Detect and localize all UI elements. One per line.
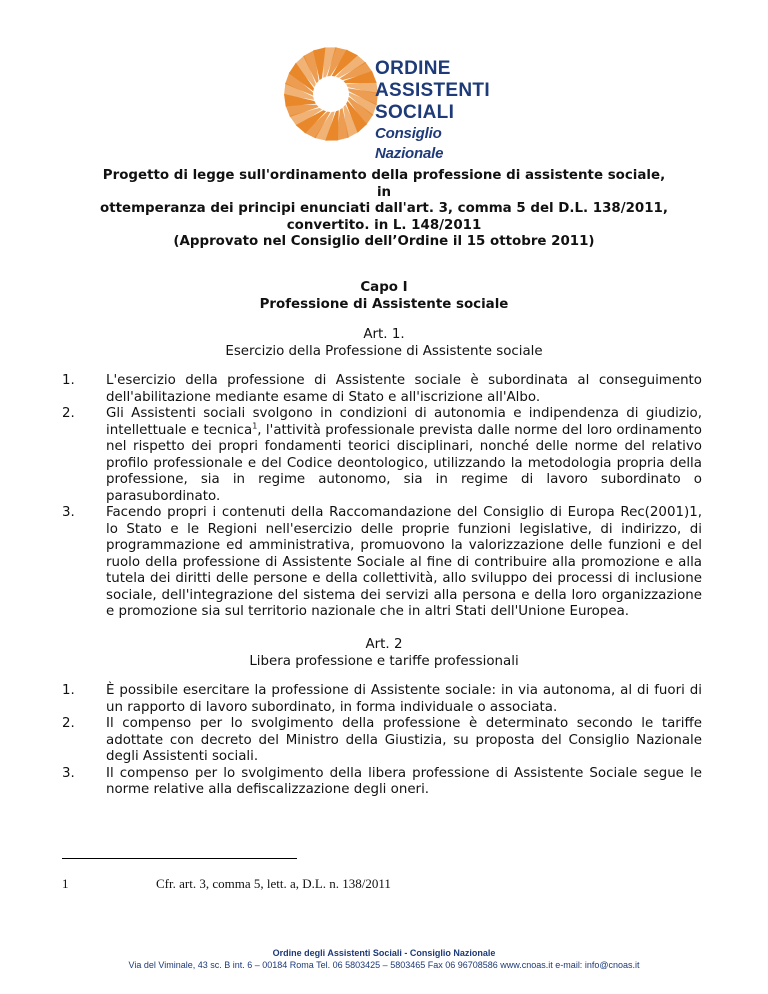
- item-number: 2.: [62, 406, 75, 421]
- item-number: 1.: [62, 373, 75, 388]
- footnote-ref[interactable]: 1: [252, 421, 258, 431]
- list-item: [62, 766, 702, 799]
- logo: [283, 42, 513, 162]
- article-1-list: [62, 373, 702, 621]
- footnote-text: Cfr. art. 3, comma 5, lett. a, D.L. n. 138/2011: [156, 876, 391, 891]
- article-2-heading: [100, 637, 668, 670]
- list-item: [62, 373, 702, 406]
- footer-contacts: Via del Viminale, 43 sc. B int. 6 – 00184 Roma Tel. 06 5803425 – 5803465 Fax 06 96708586 www.cnoas.it e-mail: info@cnoas.it: [128, 960, 640, 970]
- item-text: Facendo propri i contenuti della Raccomandazione del Consiglio di Europa Rec(2001)1, lo Stato e le Regioni nell'esercizio delle proprie funzioni legislative, di indirizzo, di programmazione ed amministrativa, promuovono la valorizzazione delle funzioni e del ruolo della professione di Assistente Sociale al fine di contribuire alla promozione e alla tutela dei diritti delle persone e della collettività, allo sviluppo dei processi di inclusione sociale, dell'integrazione del sistema dei servizi alla persona e della loro organizzazione e promozione sia sul territorio nazionale che in altri Stati dell'Unione Europea.: [106, 505, 702, 619]
- article-1-title: Esercizio della Professione di Assistente sociale: [225, 343, 543, 359]
- list-item: [62, 406, 702, 505]
- logo-sunburst-icon: [283, 42, 379, 147]
- title-line-3: convertito. in L. 148/2011: [286, 217, 482, 233]
- item-number: 3.: [62, 505, 75, 520]
- logo-line-sociali: SOCIALI: [375, 102, 455, 123]
- logo-text: [375, 58, 513, 164]
- logo-line-ordine: ORDINE: [375, 58, 451, 79]
- article-2-title: Libera professione e tariffe professionali: [249, 653, 519, 669]
- list-item: [62, 683, 702, 716]
- footer-organization: Ordine degli Assistenti Sociali - Consiglio Nazionale: [272, 948, 496, 958]
- article-1-number: Art. 1.: [363, 327, 405, 342]
- chapter-title: Professione di Assistente sociale: [259, 296, 509, 312]
- article-1-heading: [100, 327, 668, 360]
- article-2-number: Art. 2: [365, 637, 403, 652]
- item-text: L'esercizio della professione di Assistente sociale è subordinata al conseguimento dell'abilitazione mediante esame di Stato e all'iscrizione all'Albo.: [106, 373, 702, 405]
- logo-line-assistenti: ASSISTENTI: [375, 80, 490, 101]
- chapter-number: Capo I: [360, 280, 408, 295]
- item-text: Il compenso per lo svolgimento della libera professione di Assistente Sociale segue le norme relative alla defiscalizzazione degli oneri.: [106, 765, 702, 797]
- item-text-part-1: Gli Assistenti sociali svolgono in condizioni di autonomia e indipendenza di giudizio, intellettuale e tecnica: [106, 406, 702, 438]
- title-line-1: Progetto di legge sull'ordinamento della professione di assistente sociale, in: [102, 168, 666, 200]
- footnote-number: 1: [62, 876, 69, 891]
- page-footer: [0, 947, 768, 971]
- item-number: 1.: [62, 683, 75, 698]
- item-text: È possibile esercitare la professione di Assistente sociale: in via autonoma, al di fuori di un rapporto di lavoro subordinato, in forma individuale o associata.: [106, 683, 702, 715]
- logo-line-consiglio: Consiglio Nazionale: [375, 125, 444, 162]
- item-number: 3.: [62, 765, 75, 781]
- footnote-divider: [62, 858, 297, 859]
- chapter-heading: [100, 280, 668, 313]
- item-text-part-2: , l'attività professionale prevista dalle norme del loro ordinamento nel rispetto dei propri fondamenti teorici disciplinari, nonché delle norme del relativo profilo professionale e del Codice deontologico, utilizzando la metodologia propria della professione, sia in regime autonomo, sia in regime di lavoro subordinato o parasubordinato.: [106, 422, 702, 504]
- approval-note: (Approvato nel Consiglio dell’Ordine il 15 ottobre 2011): [173, 234, 595, 249]
- article-2-list: [62, 683, 702, 799]
- list-item: [62, 716, 702, 766]
- title-line-2: ottemperanza dei principi enunciati dall'art. 3, comma 5 del D.L. 138/2011,: [100, 201, 668, 216]
- list-item: [62, 505, 702, 621]
- item-text: Il compenso per lo svolgimento della professione è determinato secondo le tariffe adottate con decreto del Ministro della Giustizia, su proposta del Consiglio Nazionale degli Assistenti sociali.: [106, 716, 702, 764]
- item-number: 2.: [62, 716, 75, 731]
- document-title: [100, 168, 668, 234]
